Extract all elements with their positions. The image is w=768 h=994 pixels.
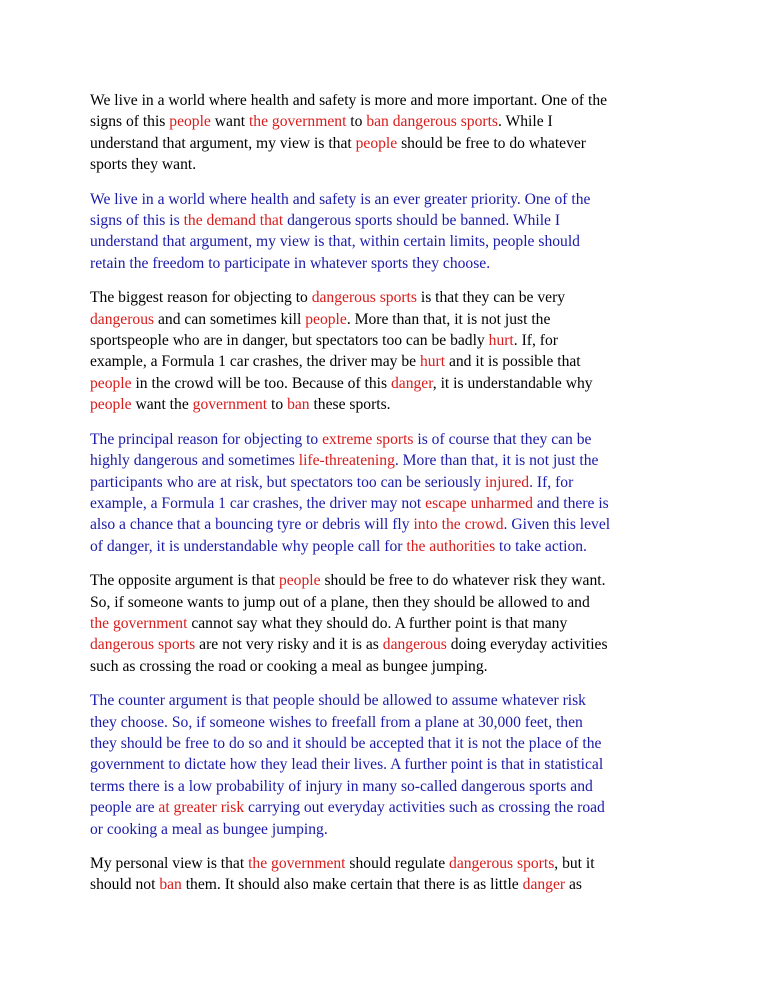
highlighted-phrase: life-threatening (298, 452, 395, 470)
text-line (90, 450, 690, 471)
text-segment: people are (90, 799, 159, 817)
text-segment: carrying out everyday activities such as crossing the road (244, 799, 605, 817)
highlighted-phrase: at greater risk (158, 799, 245, 817)
text-segment: should be free to do whatever risk they want. (320, 572, 606, 590)
highlighted-phrase: dangerous sports (449, 855, 555, 872)
highlighted-phrase: dangerous (90, 310, 155, 328)
text-segment: signs of this (90, 113, 170, 131)
text-segment: should regulate (345, 855, 450, 872)
text-segment: to (267, 396, 288, 414)
highlighted-phrase: hurt (488, 332, 514, 350)
highlighted-phrase: dangerous sports (311, 289, 417, 307)
text-segment: terms there is a low probability of injury in many so-called dangerous sports and (90, 777, 593, 795)
text-segment: of danger, it is understandable why people call for (90, 537, 407, 555)
highlighted-phrase: dangerous sports (90, 636, 196, 654)
highlighted-phrase: people (305, 310, 347, 328)
highlighted-phrase: people (169, 113, 211, 131)
original-paragraph (90, 287, 690, 415)
text-line (90, 874, 690, 895)
text-line (90, 253, 690, 274)
text-segment: and there is (532, 494, 609, 512)
text-segment: should not (90, 876, 160, 894)
text-line (90, 330, 690, 351)
text-segment: sportspeople who are in danger, but spectators too can be badly (90, 332, 489, 350)
revised-paragraph (90, 690, 690, 840)
text-line (90, 429, 690, 450)
text-segment: The biggest reason for objecting to (90, 289, 312, 307)
highlighted-phrase: people (90, 374, 132, 392)
text-segment: cannot say what they should do. A further point is that many (187, 614, 568, 632)
highlighted-phrase: government (192, 396, 268, 414)
highlighted-phrase: people (90, 396, 132, 414)
text-segment: such as crossing the road or cooking a meal as bungee jumping. (90, 657, 488, 675)
text-line (90, 690, 690, 711)
original-paragraph (90, 90, 690, 176)
highlighted-phrase: hurt (419, 353, 446, 371)
text-segment: example, a Formula 1 car crashes, the driver may be (90, 353, 420, 371)
text-segment: . Given this level (503, 516, 611, 534)
text-line (90, 472, 690, 493)
text-segment: or cooking a meal as bungee jumping. (90, 820, 328, 838)
text-segment: . While I (498, 113, 553, 131)
highlighted-phrase: dangerous (382, 636, 447, 654)
original-paragraph (90, 570, 690, 677)
text-segment: want the (131, 396, 193, 414)
text-segment: example, a Formula 1 car crashes, the driver may not (90, 494, 426, 512)
text-line (90, 570, 690, 591)
text-segment: . More than that, it is not just the (394, 452, 599, 470)
text-line (90, 733, 690, 754)
text-segment: We live in a world where health and safety is more and more important. One of the (90, 92, 608, 109)
text-segment: them. It should also make certain that there is as little (181, 876, 523, 894)
highlighted-phrase: people (355, 134, 398, 152)
text-line (90, 111, 690, 132)
text-line (90, 133, 690, 154)
revised-paragraph (90, 429, 690, 557)
text-segment: The counter argument is that people should be allowed to assume whatever risk (90, 692, 586, 710)
text-line (90, 394, 690, 415)
text-line (90, 210, 690, 231)
revised-paragraph (90, 189, 690, 275)
text-line (90, 514, 690, 535)
highlighted-phrase: danger (390, 374, 433, 392)
text-segment: , it is understandable why (432, 374, 593, 392)
text-line (90, 189, 690, 210)
text-line (90, 309, 690, 330)
text-segment: dangerous sports should be banned. While I (283, 212, 561, 230)
text-segment: want (210, 113, 249, 131)
highlighted-phrase: the government (248, 855, 346, 872)
text-segment: doing everyday activities (446, 636, 608, 654)
text-segment: are not very risky and it is as (195, 636, 383, 654)
text-segment: they should be free to do so and it should be accepted that it is not the place of the (90, 734, 602, 752)
highlighted-phrase: ban dangerous sports (366, 113, 498, 131)
text-line (90, 634, 690, 655)
text-line (90, 154, 690, 175)
highlighted-phrase: danger (522, 876, 566, 894)
highlighted-phrase: people (278, 572, 321, 590)
text-segment: So, if someone wants to jump out of a plane, then they should be allowed to and (90, 593, 590, 611)
text-line (90, 797, 690, 818)
text-segment: signs of this is (90, 212, 184, 230)
highlighted-phrase: injured (484, 473, 530, 491)
highlighted-phrase: the authorities (406, 537, 496, 555)
text-line (90, 819, 690, 840)
highlighted-phrase: the demand that (183, 212, 284, 230)
text-segment: in the crowd will be too. Because of this (131, 374, 391, 392)
highlighted-phrase: escape unharmed (425, 494, 533, 512)
text-segment: and can sometimes kill (154, 310, 306, 328)
text-line (90, 853, 690, 874)
text-segment: also a chance that a bouncing tyre or debris will fly (90, 516, 414, 534)
text-segment: government to dictate how they lead their lives. A further point is that in statistical (90, 756, 604, 774)
text-line (90, 712, 690, 733)
original-paragraph (90, 853, 690, 896)
text-line (90, 287, 690, 308)
text-segment: , but it (554, 855, 595, 872)
text-line (90, 536, 690, 557)
text-line (90, 351, 690, 372)
text-segment: retain the freedom to participate in whatever sports they choose. (90, 254, 491, 272)
text-line (90, 656, 690, 677)
highlighted-phrase: ban (159, 876, 182, 894)
text-segment: . If, for (513, 332, 558, 350)
text-segment: . If, for (529, 473, 574, 491)
text-segment: understand that argument, my view is that (90, 134, 356, 152)
text-segment: The opposite argument is that (90, 572, 279, 590)
text-segment: sports they want. (90, 156, 197, 174)
text-segment: . More than that, it is not just the (346, 310, 551, 328)
text-segment: as (565, 876, 582, 894)
text-segment: and it is possible that (445, 353, 581, 371)
text-segment: these sports. (309, 396, 391, 414)
text-segment: should be free to do whatever (397, 134, 586, 152)
text-segment: to take action. (495, 537, 587, 555)
highlighted-phrase: into the crowd (413, 516, 504, 534)
text-line (90, 373, 690, 394)
highlighted-phrase: the government (248, 113, 347, 131)
highlighted-phrase: ban (287, 396, 310, 414)
text-segment: is of course that they can be (413, 430, 592, 448)
text-segment: participants who are at risk, but spectators too can be seriously (90, 473, 485, 491)
text-segment: My personal view is that (90, 855, 249, 872)
highlighted-phrase: extreme sports (322, 430, 414, 448)
text-segment: they choose. So, if someone wishes to freefall from a plane at 30,000 feet, then (90, 713, 583, 731)
text-line (90, 592, 690, 613)
text-line (90, 231, 690, 252)
highlighted-phrase: the government (90, 614, 188, 632)
text-segment: highly dangerous and sometimes (90, 452, 299, 470)
text-line (90, 493, 690, 514)
text-segment: understand that argument, my view is that, within certain limits, people should (90, 233, 580, 251)
text-line (90, 90, 690, 111)
text-line (90, 754, 690, 775)
text-segment: is that they can be very (416, 289, 566, 307)
text-line (90, 613, 690, 634)
text-segment: The principal reason for objecting to (90, 430, 323, 448)
text-segment: to (346, 113, 367, 131)
text-line (90, 776, 690, 797)
text-segment: We live in a world where health and safety is an ever greater priority. One of the (90, 190, 591, 208)
document-page (90, 90, 690, 909)
